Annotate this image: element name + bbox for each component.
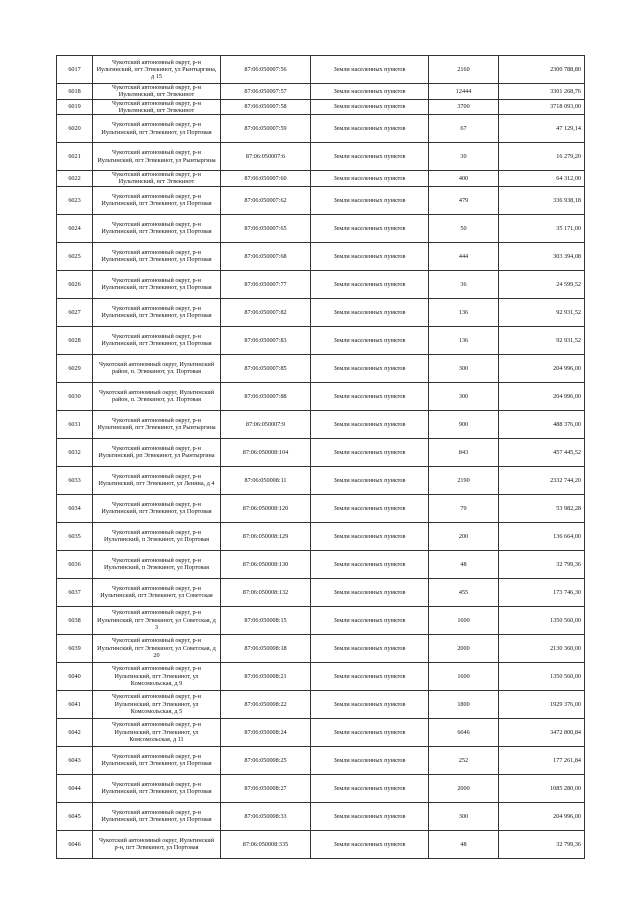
land-category-cell: Земли населенных пунктов — [311, 143, 429, 171]
cadastral-number-cell: 87:06:050007:77 — [221, 270, 311, 298]
land-category-cell: Земли населенных пунктов — [311, 410, 429, 438]
cadastral-value-cell: 136 664,00 — [499, 522, 585, 550]
land-category-cell: Земли населенных пунктов — [311, 774, 429, 802]
cadastral-value-cell: 32 799,36 — [499, 830, 585, 858]
address-cell: Чукотский автономный округ, р-н Иультинский, пгт Эгвекинот, ул Комсомольская, д 9 — [93, 662, 221, 690]
land-category-cell: Земли населенных пунктов — [311, 718, 429, 746]
record-number-cell: 6043 — [57, 746, 93, 774]
address-cell: Чукотский автономный округ, р-н Иультинский, пгт Эгвекинот — [93, 171, 221, 187]
table-row — [57, 354, 585, 382]
land-category-cell: Земли населенных пунктов — [311, 746, 429, 774]
cadastral-value-cell: 336 938,18 — [499, 186, 585, 214]
land-category-cell: Земли населенных пунктов — [311, 298, 429, 326]
record-number-cell: 6045 — [57, 802, 93, 830]
land-category-cell: Земли населенных пунктов — [311, 466, 429, 494]
address-cell: Чукотский автономный округ, р-н Иультинский, пгт Эгвекинот — [93, 99, 221, 115]
record-number-cell: 6025 — [57, 242, 93, 270]
cadastral-number-cell: 87:06:050008:18 — [221, 634, 311, 662]
record-number-cell: 6018 — [57, 84, 93, 100]
area-cell: 200 — [429, 522, 499, 550]
address-cell: Чукотский автономный округ, р-н Иультинский, пгт Эгвекинот, ул Ленина, д 4 — [93, 466, 221, 494]
table-row — [57, 774, 585, 802]
table-row — [57, 242, 585, 270]
area-cell: 136 — [429, 326, 499, 354]
address-cell: Чукотский автономный округ, р-н Иультинский, п Эгвекинот, ул Портовая — [93, 550, 221, 578]
address-cell: Чукотский автономный округ, р-н Иультинский, п Эгвекинот, ул Портовая — [93, 522, 221, 550]
record-number-cell: 6033 — [57, 466, 93, 494]
cadastral-value-cell: 488 376,00 — [499, 410, 585, 438]
table-row — [57, 382, 585, 410]
address-cell: Чукотский автономный округ, р-н Иультинский, пгт Эгвекинот, ул Портовая — [93, 774, 221, 802]
address-cell: Чукотский автономный округ, р-н Иультинский, пгт Эгвекинот, ул Рынтыргина, д 15 — [93, 56, 221, 84]
address-cell: Чукотский автономный округ, р-н Иультинский, пгт Эгвекинот, ул Портовая — [93, 242, 221, 270]
area-cell: 1600 — [429, 662, 499, 690]
cadastral-number-cell: 87:06:050007:56 — [221, 56, 311, 84]
address-cell: Чукотский автономный округ, р-н Иультинский, пгт Эгвекинот, ул Портовая — [93, 326, 221, 354]
land-category-cell: Земли населенных пунктов — [311, 186, 429, 214]
address-cell: Чукотский автономный округ, р-н Иультинский, пгт Эгвекинот, ул Комсомольская, д 11 — [93, 718, 221, 746]
table-row — [57, 522, 585, 550]
cadastral-number-cell: 87:06:050008:104 — [221, 438, 311, 466]
record-number-cell: 6031 — [57, 410, 93, 438]
record-number-cell: 6019 — [57, 99, 93, 115]
land-category-cell: Земли населенных пунктов — [311, 214, 429, 242]
area-cell: 48 — [429, 550, 499, 578]
area-cell: 48 — [429, 830, 499, 858]
address-cell: Чукотский автономный округ, р-н Иультинский, пгт Эгвекинот, ул Советская — [93, 578, 221, 606]
cadastral-number-cell: 87:06:050008:21 — [221, 662, 311, 690]
land-category-cell: Земли населенных пунктов — [311, 634, 429, 662]
area-cell: 1600 — [429, 606, 499, 634]
area-cell: 67 — [429, 115, 499, 143]
record-number-cell: 6029 — [57, 354, 93, 382]
land-category-cell: Земли населенных пунктов — [311, 522, 429, 550]
cadastral-number-cell: 87:06:050007:88 — [221, 382, 311, 410]
table-row — [57, 690, 585, 718]
land-category-cell: Земли населенных пунктов — [311, 438, 429, 466]
area-cell: 400 — [429, 171, 499, 187]
land-category-cell: Земли населенных пунктов — [311, 690, 429, 718]
area-cell: 444 — [429, 242, 499, 270]
record-number-cell: 6028 — [57, 326, 93, 354]
address-cell: Чукотский автономный округ, р-н Иультинский, пгт Эгвекинот, ул Портовая — [93, 270, 221, 298]
address-cell: Чукотский автономный округ, р-н Иультинский, пгт Эгвекинот, ул Портовая — [93, 214, 221, 242]
table-row — [57, 214, 585, 242]
cadastral-value-cell: 2130 360,00 — [499, 634, 585, 662]
record-number-cell: 6039 — [57, 634, 93, 662]
cadastral-number-cell: 87:06:050007:83 — [221, 326, 311, 354]
table-row — [57, 746, 585, 774]
cadastral-value-cell: 32 799,36 — [499, 550, 585, 578]
address-cell: Чукотский автономный округ, Иультинский район, п. Эгвекинот, ул. Портовая — [93, 382, 221, 410]
table-row — [57, 84, 585, 100]
table-row — [57, 270, 585, 298]
cadastral-value-cell: 3301 268,76 — [499, 84, 585, 100]
area-cell: 300 — [429, 382, 499, 410]
land-category-cell: Земли населенных пунктов — [311, 662, 429, 690]
address-cell: Чукотский автономный округ, р-н Иультинский, пгт Эгвекинот, ул Портовая — [93, 494, 221, 522]
record-number-cell: 6042 — [57, 718, 93, 746]
address-cell: Чукотский автономный округ, р-н Иультинский, пгт Эгвекинот, ул Портовая — [93, 802, 221, 830]
land-category-cell: Земли населенных пунктов — [311, 84, 429, 100]
table-row — [57, 494, 585, 522]
cadastral-value-cell: 3718 093,00 — [499, 99, 585, 115]
area-cell: 2160 — [429, 56, 499, 84]
cadastral-value-cell: 1350 560,00 — [499, 662, 585, 690]
cadastral-value-cell: 64 312,00 — [499, 171, 585, 187]
area-cell: 2190 — [429, 466, 499, 494]
land-category-cell: Земли населенных пунктов — [311, 99, 429, 115]
table-row — [57, 718, 585, 746]
area-cell: 36 — [429, 270, 499, 298]
cadastral-number-cell: 87:06:050007:9 — [221, 410, 311, 438]
cadastral-number-cell: 87:06:050008:22 — [221, 690, 311, 718]
cadastral-value-cell: 173 746,30 — [499, 578, 585, 606]
record-number-cell: 6044 — [57, 774, 93, 802]
cadastral-value-cell: 24 599,52 — [499, 270, 585, 298]
record-number-cell: 6032 — [57, 438, 93, 466]
table-row — [57, 410, 585, 438]
table-row — [57, 830, 585, 858]
table-row — [57, 550, 585, 578]
land-category-cell: Земли населенных пунктов — [311, 550, 429, 578]
cadastral-number-cell: 87:06:050008:33 — [221, 802, 311, 830]
cadastral-value-cell: 92 931,52 — [499, 326, 585, 354]
land-category-cell: Земли населенных пунктов — [311, 56, 429, 84]
cadastral-value-cell: 3472 800,84 — [499, 718, 585, 746]
land-category-cell: Земли населенных пунктов — [311, 802, 429, 830]
table-row — [57, 171, 585, 187]
record-number-cell: 6037 — [57, 578, 93, 606]
table-body — [57, 56, 585, 859]
area-cell: 79 — [429, 494, 499, 522]
table-row — [57, 56, 585, 84]
record-number-cell: 6040 — [57, 662, 93, 690]
record-number-cell: 6017 — [57, 56, 93, 84]
record-number-cell: 6038 — [57, 606, 93, 634]
land-category-cell: Земли населенных пунктов — [311, 382, 429, 410]
cadastral-value-cell: 35 171,00 — [499, 214, 585, 242]
area-cell: 843 — [429, 438, 499, 466]
area-cell: 3700 — [429, 99, 499, 115]
land-category-cell: Земли населенных пунктов — [311, 270, 429, 298]
record-number-cell: 6034 — [57, 494, 93, 522]
area-cell: 30 — [429, 143, 499, 171]
table-row — [57, 99, 585, 115]
record-number-cell: 6046 — [57, 830, 93, 858]
cadastral-number-cell: 87:06:050008:15 — [221, 606, 311, 634]
cadastral-value-cell: 1929 376,00 — [499, 690, 585, 718]
address-cell: Чукотский автономный округ, р-н Иультинский, пгт Эгвекинот, ул Рынтыргина — [93, 410, 221, 438]
cadastral-number-cell: 87:06:050007:6 — [221, 143, 311, 171]
land-category-cell: Земли населенных пунктов — [311, 242, 429, 270]
cadastral-number-cell: 87:06:050008:132 — [221, 578, 311, 606]
address-cell: Чукотский автономный округ, р-н Иультинский, пгт Эгвекинот, ул Портовая — [93, 186, 221, 214]
table-row — [57, 186, 585, 214]
area-cell: 6646 — [429, 718, 499, 746]
record-number-cell: 6026 — [57, 270, 93, 298]
cadastral-value-cell: 92 931,52 — [499, 298, 585, 326]
cadastral-number-cell: 87:06:050008:11 — [221, 466, 311, 494]
table-row — [57, 298, 585, 326]
document-page — [56, 55, 584, 859]
area-cell: 252 — [429, 746, 499, 774]
table-row — [57, 578, 585, 606]
land-category-cell: Земли населенных пунктов — [311, 115, 429, 143]
land-registry-table — [56, 55, 585, 859]
cadastral-number-cell: 87:06:050008:120 — [221, 494, 311, 522]
cadastral-value-cell: 457 445,52 — [499, 438, 585, 466]
area-cell: 479 — [429, 186, 499, 214]
table-row — [57, 662, 585, 690]
area-cell: 2000 — [429, 634, 499, 662]
address-cell: Чукотский автономный округ, р-н Иультинский, пгт Эгвекинот, ул Советская, д 20 — [93, 634, 221, 662]
cadastral-number-cell: 87:06:050008:25 — [221, 746, 311, 774]
record-number-cell: 6035 — [57, 522, 93, 550]
address-cell: Чукотский автономный округ, р-н Иультинский, пгт Эгвекинот, ул Советская, д 3 — [93, 606, 221, 634]
area-cell: 2000 — [429, 774, 499, 802]
table-row — [57, 326, 585, 354]
record-number-cell: 6041 — [57, 690, 93, 718]
cadastral-number-cell: 87:06:050007:58 — [221, 99, 311, 115]
land-category-cell: Земли населенных пунктов — [311, 171, 429, 187]
area-cell: 12444 — [429, 84, 499, 100]
cadastral-number-cell: 87:06:050007:59 — [221, 115, 311, 143]
cadastral-value-cell: 2300 788,80 — [499, 56, 585, 84]
cadastral-number-cell: 87:06:050007:57 — [221, 84, 311, 100]
cadastral-number-cell: 87:06:050008:129 — [221, 522, 311, 550]
address-cell: Чукотский автономный округ, Иультинский район, п. Эгвекинот, ул. Портовая — [93, 354, 221, 382]
cadastral-value-cell: 177 261,84 — [499, 746, 585, 774]
land-category-cell: Земли населенных пунктов — [311, 354, 429, 382]
cadastral-number-cell: 87:06:050007:65 — [221, 214, 311, 242]
area-cell: 136 — [429, 298, 499, 326]
address-cell: Чукотский автономный округ, р-н Иультинский, рп Эгвекинот, ул Рынтыргина — [93, 438, 221, 466]
cadastral-number-cell: 87:06:050008:24 — [221, 718, 311, 746]
table-row — [57, 115, 585, 143]
cadastral-value-cell: 1085 280,00 — [499, 774, 585, 802]
record-number-cell: 6027 — [57, 298, 93, 326]
area-cell: 300 — [429, 354, 499, 382]
address-cell: Чукотский автономный округ, р-н Иультинский, пгт Эгвекинот, ул Портовая — [93, 115, 221, 143]
cadastral-number-cell: 87:06:050008:27 — [221, 774, 311, 802]
cadastral-value-cell: 303 394,08 — [499, 242, 585, 270]
address-cell: Чукотский автономный округ, Иультинский р-н, пгт Эгвекинот, ул Портовая — [93, 830, 221, 858]
land-category-cell: Земли населенных пунктов — [311, 830, 429, 858]
land-category-cell: Земли населенных пунктов — [311, 326, 429, 354]
cadastral-number-cell: 87:06:050007:60 — [221, 171, 311, 187]
table-row — [57, 438, 585, 466]
cadastral-value-cell: 204 996,00 — [499, 382, 585, 410]
table-row — [57, 143, 585, 171]
cadastral-value-cell: 53 982,28 — [499, 494, 585, 522]
area-cell: 1800 — [429, 690, 499, 718]
table-row — [57, 634, 585, 662]
area-cell: 455 — [429, 578, 499, 606]
table-row — [57, 606, 585, 634]
area-cell: 900 — [429, 410, 499, 438]
cadastral-value-cell: 204 996,00 — [499, 802, 585, 830]
cadastral-value-cell: 2332 744,20 — [499, 466, 585, 494]
land-category-cell: Земли населенных пунктов — [311, 606, 429, 634]
cadastral-number-cell: 87:06:050007:85 — [221, 354, 311, 382]
cadastral-value-cell: 1350 560,00 — [499, 606, 585, 634]
record-number-cell: 6024 — [57, 214, 93, 242]
table-row — [57, 802, 585, 830]
record-number-cell: 6030 — [57, 382, 93, 410]
cadastral-number-cell: 87:06:050007:62 — [221, 186, 311, 214]
address-cell: Чукотский автономный округ, р-н Иультинский, пгт Эгвекинот, ул Комсомольская, д 5 — [93, 690, 221, 718]
table-row — [57, 466, 585, 494]
record-number-cell: 6036 — [57, 550, 93, 578]
address-cell: Чукотский автономный округ, р-н Иультинский, пгт Эгвекинот — [93, 84, 221, 100]
land-category-cell: Земли населенных пунктов — [311, 578, 429, 606]
land-category-cell: Земли населенных пунктов — [311, 494, 429, 522]
cadastral-number-cell: 87:06:050007:82 — [221, 298, 311, 326]
cadastral-number-cell: 87:06:050008:130 — [221, 550, 311, 578]
record-number-cell: 6021 — [57, 143, 93, 171]
address-cell: Чукотский автономный округ, р-н Иультинский, пгт Эгвекинот, ул Портовая — [93, 746, 221, 774]
record-number-cell: 6023 — [57, 186, 93, 214]
cadastral-value-cell: 47 129,14 — [499, 115, 585, 143]
cadastral-number-cell: 87:06:050007:68 — [221, 242, 311, 270]
address-cell: Чукотский автономный округ, р-н Иультинский, пгт Эгвекинот, ул Портовая — [93, 298, 221, 326]
cadastral-value-cell: 16 279,20 — [499, 143, 585, 171]
record-number-cell: 6020 — [57, 115, 93, 143]
cadastral-number-cell: 87:06:050008:335 — [221, 830, 311, 858]
area-cell: 50 — [429, 214, 499, 242]
address-cell: Чукотский автономный округ, р-н Иультинский, пгт Эгвекинот, ул Рынтыргина — [93, 143, 221, 171]
cadastral-value-cell: 204 996,00 — [499, 354, 585, 382]
record-number-cell: 6022 — [57, 171, 93, 187]
area-cell: 300 — [429, 802, 499, 830]
